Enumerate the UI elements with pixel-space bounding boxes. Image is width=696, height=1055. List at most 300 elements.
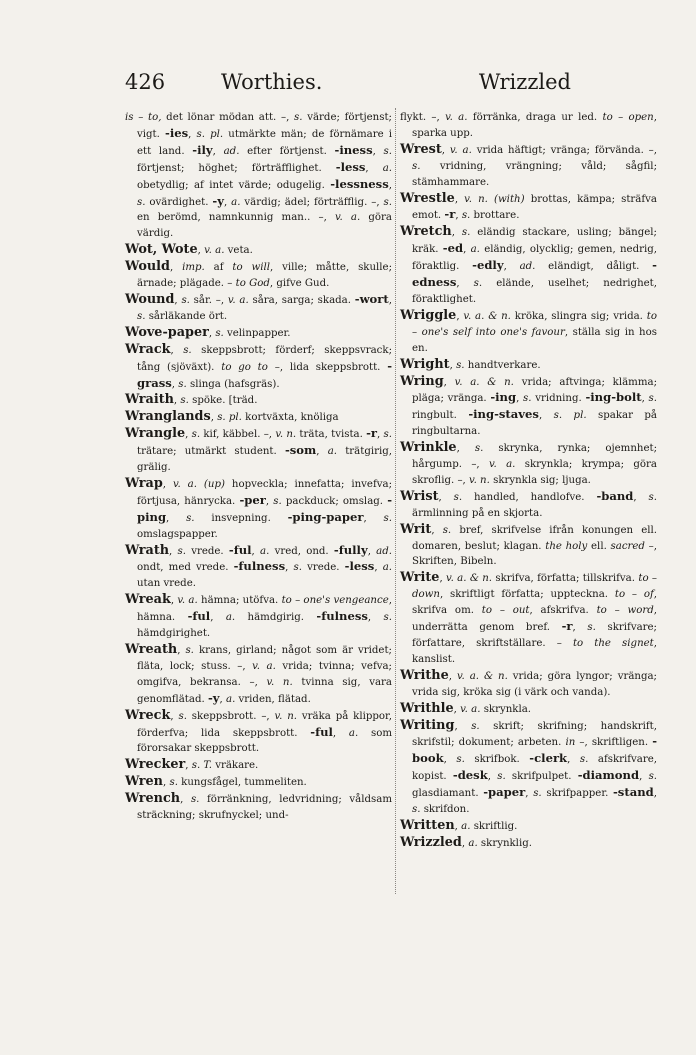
definition-text: , xyxy=(538,410,554,422)
definition-text: hämdgirighet. xyxy=(137,628,211,640)
definition-text: , xyxy=(210,612,226,624)
derived-form: -diamond xyxy=(577,768,640,783)
definition-text: hämna; utöfva. xyxy=(197,595,282,607)
grammar-abbrev: v. a. xyxy=(334,212,361,224)
definition-text: , skrifva om. xyxy=(412,589,657,617)
definition-text: elände, uselhet; nedrighet, föraktlighet. xyxy=(412,278,657,305)
definition-text: , xyxy=(170,595,178,607)
dictionary-entry xyxy=(400,308,657,357)
definition-text: vräka på klippor, förderfva; lida skeppsbrott. xyxy=(137,710,393,739)
grammar-abbrev: to – of xyxy=(614,589,654,601)
dictionary-entry xyxy=(125,325,392,342)
derived-form: -less xyxy=(335,159,366,174)
dictionary-entry xyxy=(125,110,392,242)
definition-text: kortväxta, knöliga xyxy=(241,412,339,424)
definition-text: vrida; tvinna; vefva; omgifva, bekransa. –, xyxy=(137,660,392,688)
derived-form: -ed xyxy=(442,241,464,256)
headword: Wrap xyxy=(125,475,163,491)
grammar-abbrev: s. xyxy=(383,612,392,624)
definition-text: skeppsbrott; förderf; skeppsvrack; tång (sjöväxt). xyxy=(137,344,392,373)
grammar-abbrev: s. xyxy=(169,777,178,789)
definition-text: vrida; göra lyngor; vränga; vrida sig, kröka sig (i värk och vanda). xyxy=(412,670,657,698)
definition-text: , xyxy=(162,777,170,789)
derived-form: -per xyxy=(239,492,266,507)
definition-text: förränkning, ledvridning; våldsam sträckning; skrufnyckel; und- xyxy=(137,794,392,822)
grammar-abbrev: a. xyxy=(225,612,236,624)
definition-text: vriden, flätad. xyxy=(235,693,311,705)
headword: Wraith xyxy=(125,392,174,408)
definition-text: , xyxy=(285,562,294,574)
definition-text: hämdgirig. xyxy=(235,612,317,624)
dictionary-entry xyxy=(400,668,657,701)
dictionary-entry xyxy=(400,357,657,374)
definition-text: , xyxy=(633,491,649,503)
definition-text: sårläkande ört. xyxy=(145,310,228,322)
dictionary-entry xyxy=(400,224,657,308)
grammar-abbrev: v. a. (up) xyxy=(172,478,225,490)
grammar-abbrev: to – down xyxy=(412,573,658,601)
definition-text: , xyxy=(171,378,179,390)
definition-text: omslagspapper. xyxy=(137,528,218,540)
definition-text: trätgirig, grälig. xyxy=(137,446,392,474)
grammar-abbrev: s. xyxy=(579,754,589,766)
definition-text: glasdiamant. xyxy=(412,788,484,800)
grammar-abbrev: v. a. xyxy=(252,660,276,672)
definition-text: , xyxy=(367,612,384,624)
grammar-abbrev: s. xyxy=(533,788,542,800)
grammar-abbrev: s. xyxy=(523,393,532,405)
definition-text: , kanslist. xyxy=(412,638,657,665)
derived-form: -stand xyxy=(613,785,654,800)
grammar-abbrev: v. a. & n. xyxy=(456,670,508,682)
grammar-abbrev: s. xyxy=(273,495,282,507)
headword: Writing xyxy=(400,717,455,733)
grammar-abbrev: a. xyxy=(348,727,359,739)
grammar-abbrev: s. xyxy=(456,754,465,766)
definition-text: skrifva, författa; tillskrifva. xyxy=(492,573,639,585)
grammar-abbrev: a. xyxy=(382,162,392,174)
definition-text: spakar på ringbultarna. xyxy=(412,410,658,438)
definition-text: vrede. xyxy=(186,545,229,557)
grammar-abbrev: a. xyxy=(260,545,270,557)
grammar-abbrev: s. xyxy=(442,524,452,536)
definition-text: värde; förtjenst; vigt. xyxy=(137,112,392,140)
grammar-abbrev: a. xyxy=(231,196,241,208)
headword: Wrist xyxy=(400,488,439,504)
definition-text: velinpapper. xyxy=(223,327,291,339)
page-number: 426 xyxy=(125,70,166,94)
dictionary-entry xyxy=(400,142,657,191)
dictionary-entry xyxy=(125,242,392,259)
definition-text: insvepning. xyxy=(194,512,288,524)
definition-text: skriftlig. xyxy=(470,820,518,832)
right-column xyxy=(400,110,657,852)
derived-form: -edness xyxy=(412,258,657,290)
grammar-abbrev: v. a. xyxy=(227,294,249,306)
grammar-abbrev: imp. xyxy=(182,262,205,274)
headword: Wreath xyxy=(125,642,178,657)
derived-form: -band xyxy=(596,488,634,503)
definition-text: , xyxy=(487,771,498,783)
dictionary-entry xyxy=(125,791,392,824)
headword: Wrench xyxy=(125,791,181,807)
grammar-abbrev: s. xyxy=(648,393,658,405)
definition-text: , xyxy=(639,771,649,783)
definition-text: , xyxy=(169,262,183,274)
grammar-abbrev: to – one's vengeance xyxy=(281,595,389,607)
headword: Wound xyxy=(125,291,175,307)
definition-text: skrifvare; författare, skriftställare. xyxy=(412,622,657,649)
definition-text: , xyxy=(170,344,184,356)
definition-text: trätare; utmärkt student. xyxy=(137,446,285,458)
grammar-abbrev: v. a. & n. xyxy=(446,573,493,585)
grammar-abbrev: ad. xyxy=(223,145,240,157)
header-right-guide-word: Wrizzled xyxy=(478,70,571,94)
headword: Wren xyxy=(125,774,163,790)
definition-text: , xyxy=(454,720,472,732)
definition-text: , xyxy=(456,443,475,455)
left-column xyxy=(125,110,392,824)
definition-text: , xyxy=(456,278,474,290)
headword: Wrack xyxy=(125,341,171,357)
definition-text: ell. xyxy=(587,540,611,552)
derived-form: -r xyxy=(561,619,573,634)
definition-text: , hämna. xyxy=(137,595,392,624)
derived-form: -fully xyxy=(333,542,368,557)
definition-text: eländigt, dåligt. xyxy=(535,261,653,273)
grammar-abbrev: to go to – xyxy=(221,361,280,373)
definition-text: , xyxy=(188,128,197,140)
definition-text: flykt. –, xyxy=(400,112,446,123)
grammar-abbrev: s. xyxy=(474,443,484,455)
definition-text: vrede. xyxy=(301,562,345,574)
definition-text: skrifpulpet. xyxy=(505,771,578,783)
definition-text: sår. –, xyxy=(189,294,228,306)
definition-text: , xyxy=(251,545,261,557)
page-header xyxy=(125,70,571,110)
headword: Wrangle xyxy=(125,426,186,442)
definition-text: , ville; måtte, skulle; ärnade; plägade. – xyxy=(137,262,393,290)
definition-text: , xyxy=(448,670,457,682)
dictionary-entry xyxy=(400,835,657,852)
grammar-abbrev: s. xyxy=(137,196,146,208)
definition-text: , xyxy=(461,837,469,849)
grammar-abbrev: s. xyxy=(186,512,195,524)
grammar-abbrev: s. xyxy=(461,210,471,222)
definition-text: , xyxy=(162,478,173,490)
derived-form: -ies xyxy=(165,125,189,140)
grammar-abbrev: s. xyxy=(461,227,471,239)
derived-form: -ful xyxy=(187,609,211,624)
headword: Wrath xyxy=(125,542,170,558)
headword: Writhle xyxy=(400,700,454,716)
dictionary-entry xyxy=(125,409,392,426)
definition-text: skrifpapper. xyxy=(541,788,613,800)
definition-text: en berömd, namnkunnig man.. –, xyxy=(137,212,335,224)
grammar-abbrev: v. a. xyxy=(445,112,468,123)
headword: Wrest xyxy=(400,141,442,157)
dictionary-entry xyxy=(125,476,392,543)
grammar-abbrev: s. xyxy=(456,359,465,371)
definition-text: , xyxy=(431,524,443,536)
definition-text: , xyxy=(212,145,224,157)
grammar-abbrev: to – word xyxy=(596,605,654,617)
derived-form: -ping-paper xyxy=(287,509,364,524)
grammar-abbrev: v. a. xyxy=(488,459,516,471)
grammar-abbrev: s. xyxy=(383,512,392,524)
dictionary-entry xyxy=(125,774,392,791)
definition-text: af xyxy=(204,262,233,274)
definition-text: tvinna sig, vara genomflätad. xyxy=(137,676,392,705)
definition-text: , xyxy=(372,145,384,157)
dictionary-entry xyxy=(400,522,657,571)
headword: Wretch xyxy=(400,224,452,240)
definition-text: packduck; omslag. xyxy=(281,495,388,507)
definition-text: , xyxy=(185,429,192,441)
headword: Wranglands xyxy=(125,409,211,425)
dictionary-entry xyxy=(125,392,392,409)
definition-text: , xyxy=(516,393,524,405)
definition-text: vrida; aftvinga; klämma; pläga; vränga. xyxy=(412,376,658,405)
dictionary-entry xyxy=(125,642,392,708)
definition-text: , xyxy=(454,193,465,205)
dictionary-entry xyxy=(125,259,392,292)
definition-text: afskrifvare, kopist. xyxy=(412,754,657,783)
definition-text: kif, käbbel. –, xyxy=(200,429,276,441)
definition-text: , xyxy=(316,446,328,458)
derived-form: -ing-staves xyxy=(468,407,539,422)
grammar-abbrev: the holy xyxy=(545,540,588,552)
grammar-abbrev: v. n. xyxy=(274,710,298,722)
definition-text: , xyxy=(567,754,580,766)
definition-text: vridning. xyxy=(531,393,586,405)
grammar-abbrev: s. xyxy=(181,294,190,306)
headword: Writ xyxy=(400,521,432,537)
definition-text: vrida häftigt; vränga; förvända. –, xyxy=(471,144,657,156)
grammar-abbrev: s. xyxy=(412,160,421,172)
definition-text: , xyxy=(208,327,216,339)
grammar-abbrev: v. a. & n. xyxy=(463,310,511,322)
definition-text: förränka, draga ur led. xyxy=(467,112,603,123)
definition-text: , xyxy=(443,754,457,766)
grammar-abbrev: to – out xyxy=(481,605,530,617)
definition-text: skrift; skrifning; handskrift, skrifstil; dokument; arbeten. xyxy=(412,720,657,749)
grammar-abbrev: s. xyxy=(185,645,194,656)
definition-text: skrynkla; krympa; göra skroflig. –, xyxy=(412,459,657,486)
grammar-abbrev: s. xyxy=(383,196,392,208)
definition-text: ovärdighet. xyxy=(145,196,213,208)
headword: Writhe xyxy=(400,667,449,683)
headword: Wrecker xyxy=(125,757,186,773)
derived-form: -ing-bolt xyxy=(585,390,642,405)
derived-form: -ful xyxy=(310,724,333,739)
definition-text: , xyxy=(572,622,588,634)
grammar-abbrev: s. xyxy=(215,327,224,339)
definition-text: , xyxy=(525,788,534,800)
definition-text: bref, skrifvelse ifrån konungen ell. domaren, beslut; klagan. xyxy=(412,524,657,552)
definition-text: skrifdon. xyxy=(420,804,470,816)
derived-form: -fulness xyxy=(233,559,286,574)
definition-text: , xyxy=(185,760,192,772)
headword: Write xyxy=(400,570,440,586)
grammar-abbrev: v. n. xyxy=(469,474,490,486)
definition-text: , xyxy=(453,703,461,715)
definition-text: kröka, slingra sig; vrida. xyxy=(510,310,647,322)
dictionary-entry xyxy=(400,191,657,225)
definition-text: , xyxy=(365,162,383,174)
definition-text: , xyxy=(173,395,181,407)
definition-text: , xyxy=(170,710,179,722)
derived-form: -som xyxy=(284,443,317,458)
grammar-abbrev: s. xyxy=(383,145,393,157)
dictionary-entry xyxy=(400,818,657,835)
grammar-abbrev: s. xyxy=(587,622,596,634)
grammar-abbrev: to God xyxy=(235,278,270,290)
derived-form: -book xyxy=(412,734,657,766)
definition-text: vridning, vrängning; våld; sågfil; stämhammare. xyxy=(412,160,657,188)
definition-text: det lönar mödan att. –, xyxy=(161,112,295,123)
definition-text: skrynka, rynka; ojemnhet; hårgump. –, xyxy=(412,443,658,471)
grammar-abbrev: a. xyxy=(461,820,471,832)
definition-text: hopveckla; innefatta; invefva; förtjusa, hänrycka. xyxy=(137,478,392,507)
grammar-abbrev: to – open xyxy=(602,112,654,123)
definition-text: , xyxy=(166,512,187,524)
grammar-abbrev: v. a. xyxy=(204,245,225,257)
definition-text: , afskrifva. xyxy=(529,605,597,617)
definition-text: kungsfågel, tummeliten. xyxy=(177,777,307,789)
grammar-abbrev: s. xyxy=(190,794,200,806)
derived-form: -edly xyxy=(472,258,504,273)
derived-form: -less xyxy=(344,559,375,574)
definition-text: utan vrede. xyxy=(137,578,196,590)
definition-text: träta, tvista. xyxy=(296,429,367,441)
derived-form: -ping xyxy=(137,492,392,524)
definition-text: , xyxy=(367,545,377,557)
definition-text: förtjenst; höghet; förträfflighet. xyxy=(137,162,336,174)
column-divider xyxy=(395,108,397,894)
derived-form: -ily xyxy=(192,142,213,157)
grammar-abbrev: a. xyxy=(327,446,338,458)
grammar-abbrev: a. xyxy=(382,562,393,574)
definition-text: , underrätta genom bref. xyxy=(412,605,658,634)
definition-text: , Skriften, Bibeln. xyxy=(412,540,658,568)
definition-text: efter förtjenst. xyxy=(239,145,335,157)
definition-text: , xyxy=(197,245,205,257)
derived-form: -paper xyxy=(483,785,526,800)
headword: Wright xyxy=(400,356,450,372)
definition-text: , xyxy=(503,261,520,273)
definition-text: , sparka upp. xyxy=(412,112,657,139)
definition-text: , skriftligt författa; uppteckna. xyxy=(439,589,615,601)
headword: Wriggle xyxy=(400,307,457,323)
definition-text: göra värdig. xyxy=(137,212,392,240)
grammar-abbrev: s. xyxy=(497,771,506,783)
grammar-abbrev: in – xyxy=(565,737,585,749)
headword: Wot, Wote xyxy=(125,242,198,258)
definition-text: vräkare. xyxy=(211,760,259,772)
derived-form: -y xyxy=(207,690,220,705)
dictionary-entry xyxy=(125,426,392,476)
definition-text: , xyxy=(443,376,455,388)
derived-form: -grass xyxy=(137,358,393,390)
grammar-abbrev: s. xyxy=(453,491,463,503)
grammar-abbrev: – to the signet xyxy=(556,638,654,649)
definition-text: eländig, olycklig; gemen, nedrig, föraktlig. xyxy=(412,244,657,273)
dictionary-entry xyxy=(125,342,392,393)
grammar-abbrev: ad. xyxy=(519,261,536,273)
grammar-abbrev: s. xyxy=(412,804,421,816)
headword: Wrestle xyxy=(400,190,455,206)
dictionary-entry xyxy=(400,489,657,522)
grammar-abbrev: v. a. & n. xyxy=(454,376,514,388)
dictionary-entry xyxy=(125,757,392,774)
definition-text: , xyxy=(451,227,462,239)
grammar-abbrev: s. xyxy=(383,429,392,441)
dictionary-entry xyxy=(400,718,657,818)
definition-text: krans, girland; något som är vridet; fläta, lock; stuss. –, xyxy=(137,645,392,672)
grammar-abbrev: a. xyxy=(470,244,480,256)
grammar-abbrev: s. xyxy=(180,395,189,407)
headword: Wove-paper xyxy=(125,324,209,340)
headword: Wreck xyxy=(125,707,171,723)
grammar-abbrev: s. xyxy=(177,545,186,557)
grammar-abbrev: s. xyxy=(191,429,201,441)
definition-text: veta. xyxy=(224,245,253,257)
grammar-abbrev: s. xyxy=(648,771,658,783)
definition-text: , xyxy=(174,294,182,306)
definition-text: , xyxy=(641,393,649,405)
definition-text: , gifve Gud. xyxy=(269,278,330,290)
definition-text: skrynkla sig; ljuga. xyxy=(489,474,591,486)
grammar-abbrev: s. pl. xyxy=(553,410,587,422)
grammar-abbrev: s. xyxy=(293,562,302,574)
headword: Would xyxy=(125,259,170,275)
headword: Wrinkle xyxy=(400,440,457,456)
definition-text: brottare. xyxy=(470,210,520,222)
definition-text: skrynklig. xyxy=(477,837,532,849)
derived-form: -desk xyxy=(452,768,488,783)
grammar-abbrev: sacred – xyxy=(610,540,654,552)
derived-form: -y xyxy=(212,193,224,208)
derived-form: -lessness xyxy=(330,176,389,191)
definition-text: handled, handlofve. xyxy=(462,491,597,503)
dictionary-entry xyxy=(125,708,392,758)
derived-form: -iness xyxy=(334,142,373,157)
definition-text: skrynkla. xyxy=(480,703,532,715)
definition-text: , xyxy=(439,573,447,585)
grammar-abbrev: is – to, xyxy=(125,112,162,123)
definition-text: , xyxy=(463,244,471,256)
definition-text: , xyxy=(265,495,274,507)
definition-text: , xyxy=(388,294,393,306)
derived-form: -r xyxy=(366,426,378,441)
grammar-abbrev: v. a. xyxy=(449,144,472,156)
definition-text: , xyxy=(169,545,178,557)
grammar-abbrev: s. xyxy=(471,720,480,732)
headword: Wreak xyxy=(125,592,171,608)
definition-text: ärmlinning på en skjorta. xyxy=(412,507,543,519)
definition-text: skrifbok. xyxy=(464,754,530,766)
definition-text: , ställa sig in hos en. xyxy=(412,326,657,354)
grammar-abbrev: s. xyxy=(178,710,187,722)
grammar-abbrev: v. n. xyxy=(275,429,297,441)
grammar-abbrev: s. T. xyxy=(191,760,212,772)
definition-text: , xyxy=(332,727,349,739)
definition-text: ondt, med vrede. xyxy=(137,562,234,574)
grammar-abbrev: s. xyxy=(294,112,303,123)
definition-text: , xyxy=(454,820,462,832)
grammar-abbrev: s. xyxy=(183,344,192,356)
